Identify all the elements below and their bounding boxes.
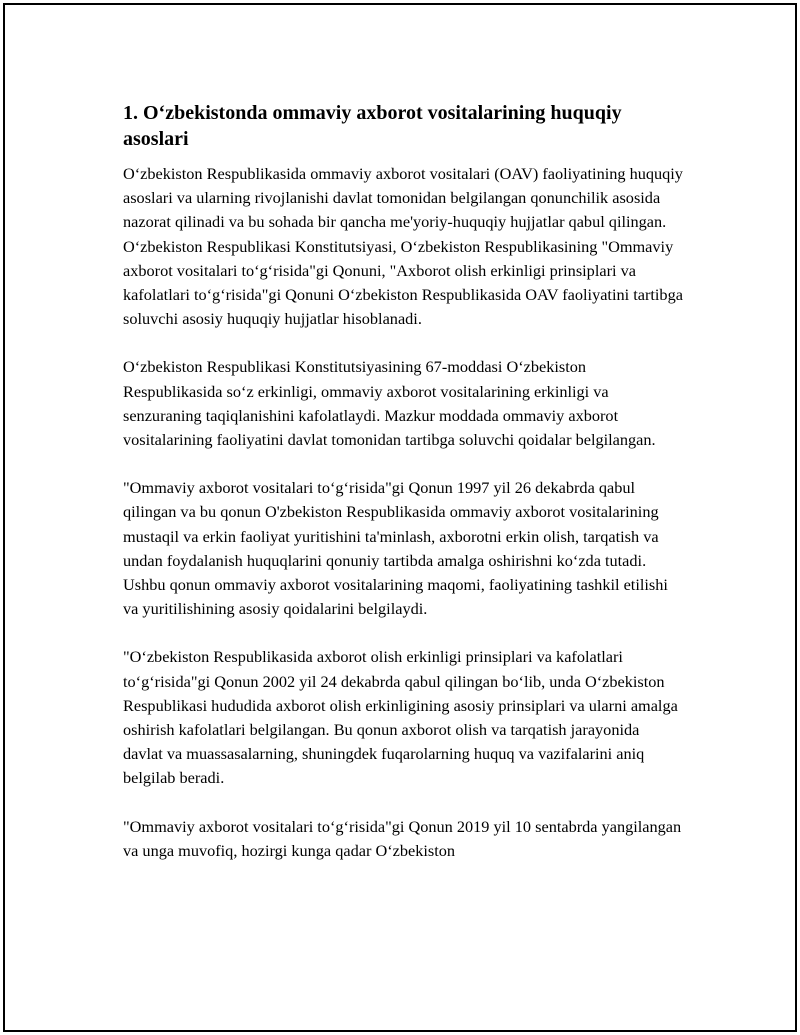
- paragraph-5: "Ommaviy axborot vositalari to‘g‘risida"gi Qonun 2019 yil 10 sentabrda yangilangan va unga muvofiq, hozirgi kunga qadar O‘zbekiston: [123, 816, 682, 860]
- paragraph-3: "Ommaviy axborot vositalari to‘g‘risida"gi Qonun 1997 yil 26 dekabrda qabul qilingan va bu qonun O'zbekiston Respublikasida ommaviy axborot vositalarining mustaqil va erkin faoliyat yuritishini ta'minlash, axborotni erkin olish, tarqatish va undan foydalanish huquqlarini qonuniy tartibda amalga oshirishni ko‘zda tutadi. Ushbu qonun ommaviy axborot vositalarining maqomi, faoliyatining tashkil etilishi va yuritilishining asosiy qoidalarini belgilaydi.: [123, 478, 668, 619]
- section-title: 1. O‘zbekistonda ommaviy axborot vositalarining huquqiy asoslari: [123, 102, 622, 150]
- document-body: [123, 100, 683, 887]
- page-frame: [3, 3, 797, 1032]
- paragraph-2: O‘zbekiston Respublikasi Konstitutsiyasining 67-moddasi O‘zbekiston Respublikasida so‘z erkinligi, ommaviy axborot vositalarining erkinligi va senzuraning taqiqlanishini kafolatlaydi. Mazkur moddada ommaviy axborot vositalarining faoliyatini davlat tomonidan tartibga soluvchi qoidalar belgilangan.: [123, 357, 656, 450]
- paragraph-4: "O‘zbekiston Respublikasida axborot olish erkinligi prinsiplari va kafolatlari to‘g‘risida"gi Qonun 2002 yil 24 dekabrda qabul qilingan bo‘lib, unda O‘zbekiston Respublikasi hududida axborot olish erkinligining asosiy prinsiplari va ularni amalga oshirish kafolatlari belgilangan. Bu qonun axborot olish va tarqatish jarayonida davlat va muassasalarning, shuningdek fuqarolarning huquq va vazifalarini aniq belgilab beradi.: [123, 647, 678, 788]
- paragraph-1: O‘zbekiston Respublikasida ommaviy axborot vositalari (OAV) faoliyatining huquqiy asoslari va ularning rivojlanishi davlat tomonidan belgilangan qonunchilik asosida nazorat qilinadi va bu sohada bir qancha me'yoriy-huquqiy hujjatlar qabul qilingan. O‘zbekiston Respublikasi Konstitutsiyasi, O‘zbekiston Respublikasining "Ommaviy axborot vositalari to‘g‘risida"gi Qonuni, "Axborot olish erkinligi prinsiplari va kafolatlari to‘g‘risida"gi Qonuni O‘zbekiston Respublikasida OAV faoliyatini tartibga soluvchi asosiy huquqiy hujjatlar hisoblanadi.: [123, 164, 683, 329]
